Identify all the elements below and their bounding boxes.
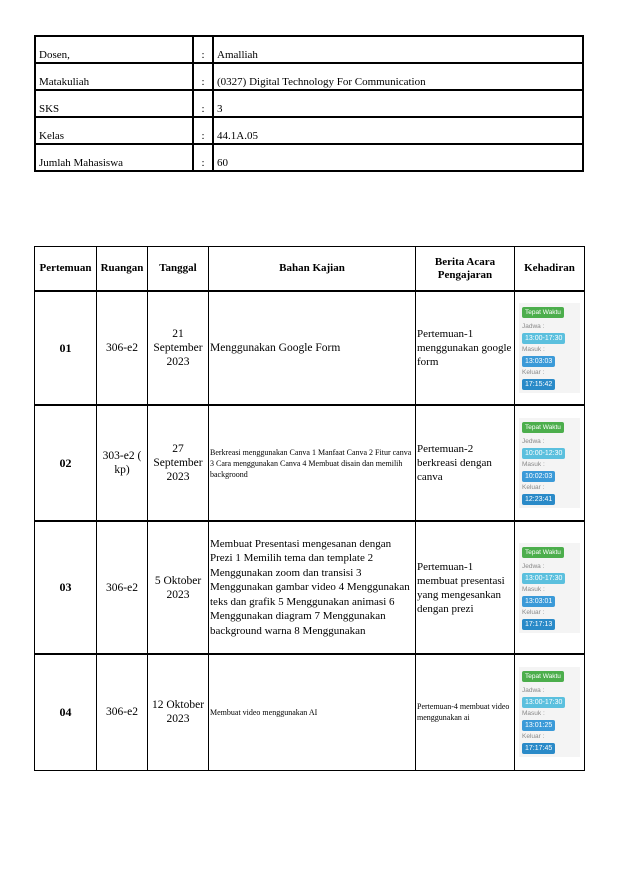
info-value: (0327) Digital Technology For Communication: [213, 63, 583, 90]
masuk-badge: 13:01:25: [522, 720, 555, 731]
jadwal-badge: 13:00-17:30: [522, 573, 565, 584]
berita-acara-cell: Pertemuan-1 membuat presentasi yang mengesankan dengan prezi: [416, 521, 515, 654]
masuk-badge: 10:02:03: [522, 471, 555, 482]
info-separator: :: [193, 117, 213, 144]
info-separator: :: [193, 144, 213, 171]
ruangan-cell: 306-e2: [97, 291, 148, 405]
table-row: [35, 405, 585, 521]
keluar-badge: 17:17:13: [522, 619, 555, 630]
tanggal-cell: 27 September 2023: [148, 405, 209, 521]
kehadiran-cell: [515, 291, 585, 405]
status-badge: Tepat Waktu: [522, 307, 564, 318]
jadwal-badge: 13:00-17:30: [522, 333, 565, 344]
kehadiran-badge-group: [519, 418, 580, 508]
kehadiran-cell: [515, 405, 585, 521]
keluar-badge: 12:23:41: [522, 494, 555, 505]
keluar-label: Keluar :: [522, 484, 545, 491]
info-label: SKS: [35, 90, 193, 117]
kehadiran-badge-group: [519, 303, 580, 393]
table-header-row: [35, 247, 585, 292]
info-label: Kelas: [35, 117, 193, 144]
kehadiran-cell: [515, 654, 585, 770]
pertemuan-cell: 02: [35, 405, 97, 521]
berita-acara-cell: Pertemuan-4 membuat video menggunakan ai: [416, 654, 515, 770]
header-tanggal: Tanggal: [148, 247, 209, 292]
ruangan-cell: 303-e2 ( kp): [97, 405, 148, 521]
ruangan-cell: 306-e2: [97, 521, 148, 654]
kehadiran-cell: [515, 521, 585, 654]
pertemuan-cell: 04: [35, 654, 97, 770]
tanggal-cell: 5 Oktober 2023: [148, 521, 209, 654]
info-value: 60: [213, 144, 583, 171]
table-row: [35, 654, 585, 770]
pertemuan-cell: 01: [35, 291, 97, 405]
berita-acara-cell: Pertemuan-1 menggunakan google form: [416, 291, 515, 405]
status-badge: Tepat Waktu: [522, 671, 564, 682]
keluar-label: Keluar :: [522, 733, 545, 741]
bahan-kajian-cell: Membuat video menggunakan AI: [209, 654, 416, 770]
keluar-badge: 17:15:42: [522, 379, 555, 390]
masuk-badge: 13:03:01: [522, 596, 555, 607]
info-value: 44.1A.05: [213, 117, 583, 144]
bahan-kajian-cell: Berkreasi menggunakan Canva 1 Manfaat Canva 2 Fitur canva 3 Cara menggunakan Canva 4 Membuat disain dan memilih backgroond: [209, 405, 416, 521]
kehadiran-badge-group: [519, 543, 580, 633]
header-pertemuan: Pertemuan: [35, 247, 97, 292]
masuk-badge: 13:03:03: [522, 356, 555, 367]
info-row-jumlah-mahasiswa: [35, 144, 583, 171]
info-separator: :: [193, 90, 213, 117]
info-value: 3: [213, 90, 583, 117]
table-row: [35, 291, 585, 405]
jadwal-label: Jedwa :: [522, 438, 545, 445]
masuk-label: Masuk :: [522, 710, 545, 718]
ruangan-cell: 306-e2: [97, 654, 148, 770]
header-ruangan: Ruangan: [97, 247, 148, 292]
jadwal-badge: 10:00-12:30: [522, 448, 565, 459]
info-separator: :: [193, 63, 213, 90]
info-row-sks: [35, 90, 583, 117]
info-label: Dosen,: [35, 36, 193, 63]
info-label: Matakuliah: [35, 63, 193, 90]
jadwal-badge: 13:00-17:30: [522, 697, 565, 708]
keluar-label: Keluar :: [522, 369, 545, 376]
header-kehadiran: Kehadiran: [515, 247, 585, 292]
status-badge: Tepat Waktu: [522, 422, 564, 433]
jadwal-label: Jadwa :: [522, 323, 545, 330]
bahan-kajian-cell: Menggunakan Google Form: [209, 291, 416, 405]
tanggal-cell: 21 September 2023: [148, 291, 209, 405]
info-row-kelas: [35, 117, 583, 144]
kehadiran-badge-group: [519, 667, 580, 757]
info-separator: :: [193, 36, 213, 63]
info-row-dosen: [35, 36, 583, 63]
jadwal-label: Jadwa :: [522, 687, 545, 695]
keluar-badge: 17:17:45: [522, 743, 555, 754]
status-badge: Tepat Waktu: [522, 547, 564, 558]
berita-acara-cell: Pertemuan-2 berkreasi dengan canva: [416, 405, 515, 521]
attendance-table: [34, 246, 585, 771]
masuk-label: Masuk :: [522, 461, 545, 468]
info-row-matakuliah: [35, 63, 583, 90]
info-label: Jumlah Mahasiswa: [35, 144, 193, 171]
masuk-label: Masuk :: [522, 585, 545, 593]
masuk-label: Masuk :: [522, 346, 545, 353]
jadwal-label: Jedwa :: [522, 562, 545, 570]
keluar-label: Keluar :: [522, 608, 545, 616]
header-berita-acara: Berita Acara Pengajaran: [416, 247, 515, 292]
info-value: Amalliah: [213, 36, 583, 63]
table-row: [35, 521, 585, 654]
bahan-kajian-cell: Membuat Presentasi mengesanan dengan Prezi 1 Memilih tema dan template 2 Menggunakan zoom dan transisi 3 Menggunakan gambar video 4 Menggunakan teks dan grafik 5 Menggunakan animasi 6 Menggunakan diagram 7 Menggunakan background warna 8 Menggunakan: [209, 521, 416, 654]
header-bahan-kajian: Bahan Kajian: [209, 247, 416, 292]
tanggal-cell: 12 Oktober 2023: [148, 654, 209, 770]
pertemuan-cell: 03: [35, 521, 97, 654]
course-info-table: [34, 35, 584, 172]
